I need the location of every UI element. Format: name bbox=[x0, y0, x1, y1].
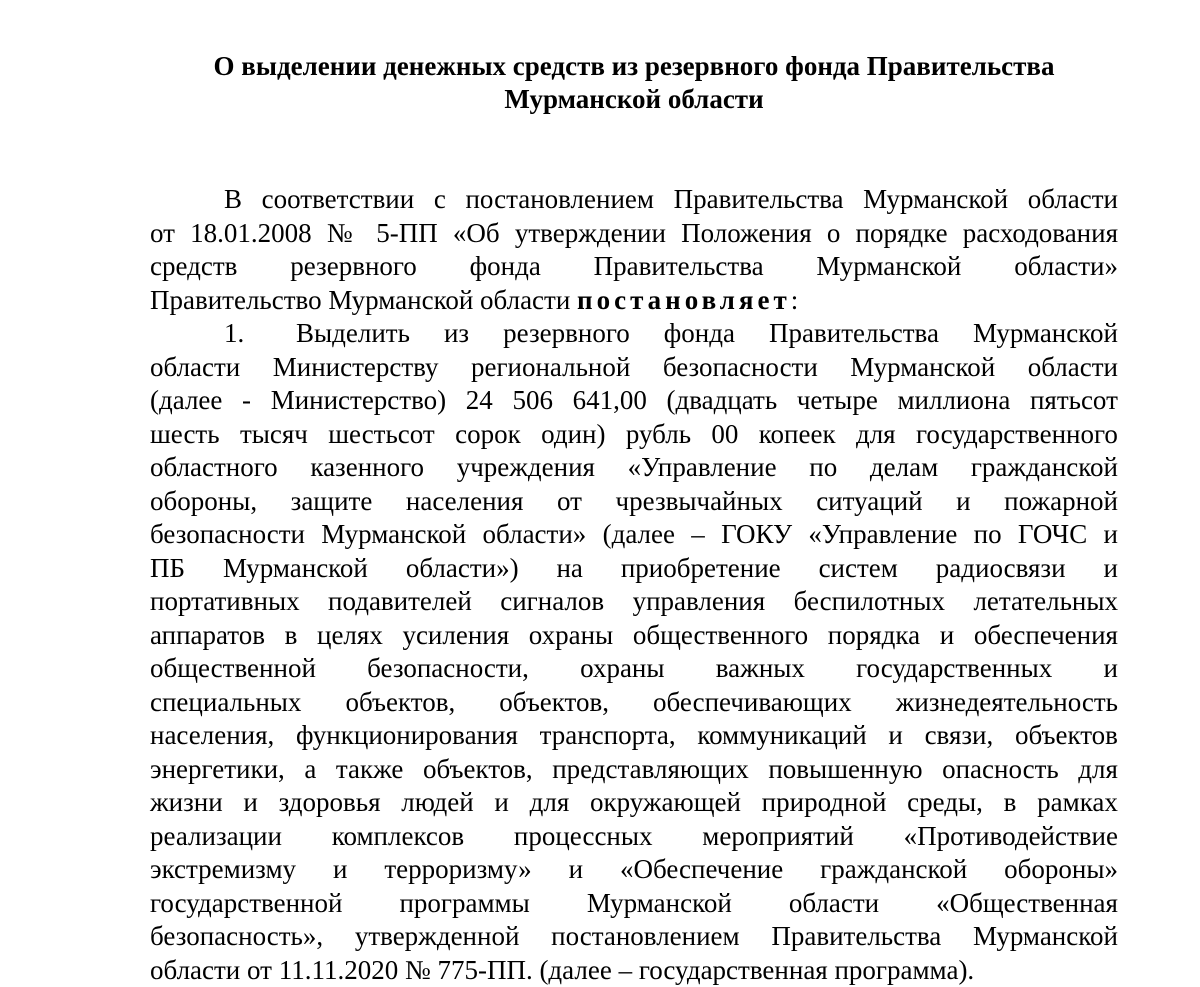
word: реализации bbox=[150, 820, 282, 854]
word: Мурманской bbox=[973, 317, 1118, 351]
word: природной bbox=[762, 786, 887, 820]
word: от bbox=[557, 485, 582, 519]
word: и bbox=[1104, 652, 1118, 686]
word: повышенную bbox=[768, 753, 922, 787]
word: региональной bbox=[471, 351, 630, 385]
word: охраны bbox=[529, 619, 613, 653]
word: подавителей bbox=[328, 585, 472, 619]
word: и bbox=[1103, 552, 1117, 586]
word: из bbox=[444, 317, 469, 351]
word: безопасности bbox=[150, 518, 305, 552]
para1-line-2-text: от 18.01.2008 № 5-ПП «Об утверждении Положения о порядке расходования bbox=[150, 217, 1118, 251]
word: летательных bbox=[973, 585, 1118, 619]
word: Мурманской bbox=[321, 518, 466, 552]
word: усиления bbox=[402, 619, 509, 653]
word: для bbox=[1078, 753, 1118, 787]
word: гражданской bbox=[971, 451, 1118, 485]
word: казенного bbox=[310, 451, 424, 485]
word: – bbox=[691, 518, 705, 552]
word: общественного bbox=[633, 619, 808, 653]
item1-line-10 bbox=[150, 619, 1118, 653]
word: «Обеспечение bbox=[620, 853, 783, 887]
item1-line-5 bbox=[150, 451, 1118, 485]
title-line-1: О выделении денежных средств из резервного фонда Правительства bbox=[150, 50, 1118, 83]
resolves-keyword: постановляет bbox=[577, 285, 791, 315]
word: объектов, bbox=[499, 686, 609, 720]
word: и bbox=[333, 853, 347, 887]
item1-line-6 bbox=[150, 485, 1118, 519]
word: объектов bbox=[1015, 719, 1118, 753]
word: ГОЧС bbox=[1018, 518, 1087, 552]
word: области») bbox=[406, 552, 519, 586]
word: для bbox=[530, 786, 570, 820]
word: 506 bbox=[512, 384, 553, 418]
word: Правительства bbox=[771, 920, 941, 954]
word: пятьсот bbox=[1030, 384, 1118, 418]
word: ПБ bbox=[150, 552, 185, 586]
word: Мурманской bbox=[223, 552, 368, 586]
word: и bbox=[494, 786, 508, 820]
para1-line-4 bbox=[150, 284, 1118, 318]
word: комплексов bbox=[332, 820, 464, 854]
word: сорок bbox=[455, 418, 521, 452]
word: управления bbox=[633, 585, 766, 619]
item1-line-14 bbox=[150, 753, 1118, 787]
word: обеспечивающих bbox=[653, 686, 852, 720]
word: государственной bbox=[150, 887, 342, 921]
word: на bbox=[556, 552, 582, 586]
word: рамках bbox=[1037, 786, 1118, 820]
para1-line-4-tail: : bbox=[791, 285, 799, 315]
item1-line-20 bbox=[150, 954, 1118, 987]
word: объектов, bbox=[423, 753, 533, 787]
word: тысяч bbox=[240, 418, 308, 452]
word: приобретение bbox=[621, 552, 781, 586]
word: безопасности, bbox=[367, 652, 529, 686]
word: а bbox=[304, 753, 316, 787]
word: утвержденной bbox=[355, 920, 520, 954]
word: транспорта, bbox=[540, 719, 676, 753]
word: сигналов bbox=[500, 585, 604, 619]
word: населения, bbox=[150, 719, 274, 753]
word: и bbox=[243, 786, 257, 820]
word: энергетики, bbox=[150, 753, 285, 787]
word: «Противодействие bbox=[904, 820, 1118, 854]
word: один) bbox=[541, 418, 605, 452]
item1-line-9 bbox=[150, 585, 1118, 619]
word: Выделить bbox=[296, 317, 410, 351]
word: и bbox=[1104, 518, 1118, 552]
word: четыре bbox=[797, 384, 878, 418]
word: терроризму» bbox=[384, 853, 531, 887]
word: государственных bbox=[856, 652, 1052, 686]
word: государственного bbox=[916, 418, 1118, 452]
para1-line-3 bbox=[150, 250, 1118, 284]
word: портативных bbox=[150, 585, 300, 619]
word: фонда bbox=[470, 250, 541, 284]
para1-line-1-text: В соответствии с постановлением Правительства Мурманской области bbox=[224, 183, 1118, 217]
word: шесть bbox=[150, 418, 220, 452]
word: общественной bbox=[150, 652, 316, 686]
word: радиосвязи bbox=[936, 552, 1066, 586]
item1-line-4 bbox=[150, 418, 1118, 452]
word: защите bbox=[291, 485, 373, 519]
item1-line-1-words bbox=[296, 317, 1118, 351]
word: порядка bbox=[828, 619, 920, 653]
word: Министерству bbox=[273, 351, 439, 385]
word: и bbox=[956, 485, 970, 519]
item1-line-13 bbox=[150, 719, 1118, 753]
word: Мурманской bbox=[587, 887, 732, 921]
word: «Управление bbox=[808, 518, 957, 552]
item1-line-17 bbox=[150, 853, 1118, 887]
word: специальных bbox=[150, 686, 301, 720]
item1-line-19 bbox=[150, 920, 1118, 954]
item1-line-20-text: области от 11.11.2020 № 775-ПП. (далее – государственная программа). bbox=[150, 955, 974, 985]
word: ситуаций bbox=[816, 485, 922, 519]
item-number: 1. bbox=[224, 317, 296, 351]
word: - bbox=[242, 384, 251, 418]
word: опасность bbox=[942, 753, 1059, 787]
word: чрезвычайных bbox=[616, 485, 783, 519]
word: Правительства bbox=[594, 250, 764, 284]
word: по bbox=[809, 451, 837, 485]
item1-line-11 bbox=[150, 652, 1118, 686]
word: обороны, bbox=[150, 485, 257, 519]
word: области bbox=[150, 351, 240, 385]
word: ГОКУ bbox=[721, 518, 792, 552]
word: здоровья bbox=[279, 786, 381, 820]
word: связи, bbox=[925, 719, 994, 753]
word: шестьсот bbox=[328, 418, 434, 452]
word: безопасности bbox=[663, 351, 818, 385]
word: 24 bbox=[466, 384, 493, 418]
word: коммуникаций bbox=[697, 719, 866, 753]
word: и bbox=[569, 853, 583, 887]
word: людей bbox=[401, 786, 473, 820]
word: охраны bbox=[580, 652, 664, 686]
word: «Управление bbox=[628, 451, 777, 485]
word: программы bbox=[399, 887, 529, 921]
word: представляющих bbox=[552, 753, 749, 787]
item1-line-15 bbox=[150, 786, 1118, 820]
word: области» bbox=[1014, 250, 1118, 284]
para1-line-2 bbox=[150, 217, 1118, 251]
word: в bbox=[285, 619, 298, 653]
word: пожарной bbox=[1004, 485, 1118, 519]
word: обеспечения bbox=[974, 619, 1118, 653]
word: области bbox=[1028, 351, 1118, 385]
word: жизнедеятельность bbox=[896, 686, 1118, 720]
word: целях bbox=[317, 619, 383, 653]
title-line-2: Мурманской области bbox=[150, 83, 1118, 116]
word: копеек bbox=[759, 418, 836, 452]
word: делам bbox=[870, 451, 938, 485]
word: аппаратов bbox=[150, 619, 265, 653]
item1-line-16 bbox=[150, 820, 1118, 854]
item1-line-8 bbox=[150, 552, 1118, 586]
word: функционирования bbox=[296, 719, 518, 753]
word: Мурманской bbox=[816, 250, 961, 284]
word: области bbox=[789, 887, 879, 921]
word: беспилотных bbox=[794, 585, 945, 619]
word: жизни bbox=[150, 786, 223, 820]
word: «Общественная bbox=[936, 887, 1118, 921]
word: рубль bbox=[626, 418, 691, 452]
word: безопасность», bbox=[150, 920, 323, 954]
word: (далее bbox=[603, 518, 675, 552]
para1-line-4-text: Правительство Мурманской области bbox=[150, 285, 577, 315]
word: Мурманской bbox=[973, 920, 1118, 954]
word: средств bbox=[150, 250, 237, 284]
word: (далее bbox=[150, 384, 222, 418]
word: области» bbox=[483, 518, 587, 552]
word: Правительства bbox=[769, 317, 939, 351]
word: в bbox=[1004, 786, 1017, 820]
word: Министерство) bbox=[271, 384, 446, 418]
word: фонда bbox=[664, 317, 735, 351]
para1-line-1 bbox=[150, 183, 1118, 217]
word: 641,00 bbox=[573, 384, 647, 418]
word: для bbox=[856, 418, 896, 452]
word: 00 bbox=[711, 418, 738, 452]
item1-line-12 bbox=[150, 686, 1118, 720]
item1-line-18 bbox=[150, 887, 1118, 921]
item1-line-1 bbox=[150, 317, 1118, 351]
word: экстремизму bbox=[150, 853, 296, 887]
item1-line-2 bbox=[150, 351, 1118, 385]
item1-line-7 bbox=[150, 518, 1118, 552]
word: мероприятий bbox=[702, 820, 854, 854]
word: резервного bbox=[503, 317, 630, 351]
word: миллиона bbox=[897, 384, 1010, 418]
word: важных bbox=[716, 652, 805, 686]
document-title bbox=[150, 50, 1118, 116]
word: резервного bbox=[290, 250, 417, 284]
word: населения bbox=[406, 485, 524, 519]
word: по bbox=[974, 518, 1002, 552]
word: гражданской bbox=[820, 853, 967, 887]
word: Мурманской bbox=[850, 351, 995, 385]
item1-line-3 bbox=[150, 384, 1118, 418]
word: обороны» bbox=[1004, 853, 1118, 887]
word: постановлением bbox=[551, 920, 740, 954]
word: и bbox=[940, 619, 954, 653]
word: систем bbox=[819, 552, 898, 586]
word: (двадцать bbox=[666, 384, 777, 418]
word: и bbox=[888, 719, 902, 753]
document-body bbox=[150, 183, 1118, 987]
word: окружающей bbox=[590, 786, 741, 820]
word: областного bbox=[150, 451, 278, 485]
word: учреждения bbox=[457, 451, 595, 485]
word: также bbox=[336, 753, 404, 787]
word: среды, bbox=[907, 786, 983, 820]
word: процессных bbox=[514, 820, 653, 854]
word: объектов, bbox=[345, 686, 455, 720]
